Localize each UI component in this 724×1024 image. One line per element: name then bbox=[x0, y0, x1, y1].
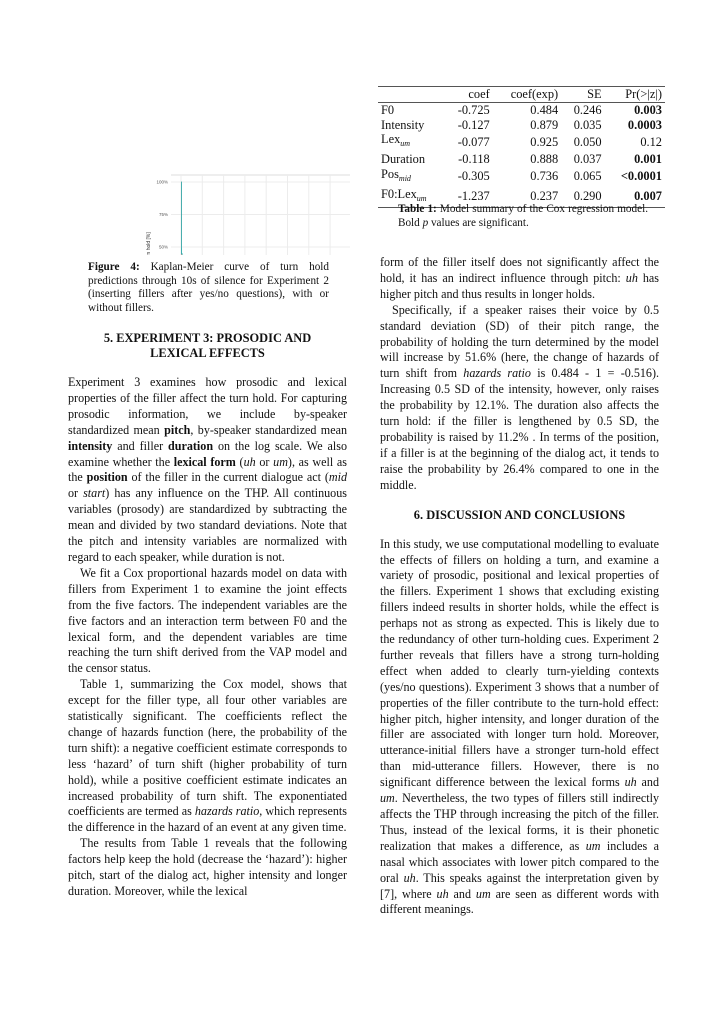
subscript: um bbox=[400, 139, 411, 149]
italic-text: uh bbox=[624, 775, 637, 790]
column-header: coef bbox=[468, 87, 490, 101]
table-row bbox=[378, 152, 665, 167]
table-caption bbox=[398, 203, 648, 230]
table-caption-label: Table 1: bbox=[398, 203, 437, 215]
subscript: um bbox=[416, 193, 427, 203]
section-5-heading bbox=[68, 331, 347, 361]
paragraph bbox=[380, 303, 659, 494]
variable-name: Pos$_{mid}$ bbox=[381, 166, 411, 183]
table-header-row bbox=[378, 87, 665, 103]
text-run: or bbox=[68, 486, 84, 501]
se-cell: 0.065 bbox=[573, 169, 602, 184]
italic-text: um bbox=[585, 838, 601, 853]
coef-cell: -0.077 bbox=[457, 134, 490, 149]
italic-text: um bbox=[475, 886, 491, 901]
figure-4 bbox=[70, 85, 350, 255]
italic-text: start bbox=[83, 486, 106, 501]
paragraph bbox=[68, 566, 347, 677]
variable-name: F0 bbox=[381, 102, 395, 117]
p-value-cell: 0.12 bbox=[640, 134, 662, 149]
section-title-line: LEXICAL EFFECTS bbox=[150, 346, 265, 360]
coef-cell: -0.305 bbox=[457, 169, 490, 184]
italic-text: uh bbox=[403, 870, 416, 885]
column-header: Pr(>|z|) bbox=[625, 87, 662, 101]
italic-text: uh bbox=[243, 454, 256, 469]
text-run: has higher pitch and thus results in longer holds. bbox=[380, 270, 659, 301]
italic-text: hazards ratio bbox=[194, 804, 260, 819]
text-run: and bbox=[636, 775, 659, 790]
paragraph bbox=[380, 255, 659, 303]
left-column-body bbox=[68, 375, 347, 900]
p-value-cell: 0.001 bbox=[634, 152, 662, 167]
p-value-cell: 0.003 bbox=[634, 102, 662, 117]
paragraph bbox=[380, 537, 659, 919]
bold-text: position bbox=[86, 470, 128, 485]
text-run: We fit a Cox proportional hazards model on data with fillers from Experiment 1 to examine the joint effects from the five factors. The independent variables are the five factors and an interaction term between F0 and the lexical form, and the dependent variables are time reaching the turn shift derived from the VAP model and the censor status. bbox=[68, 565, 347, 676]
coef-exp-cell: 0.879 bbox=[530, 117, 559, 132]
coef-exp-cell: 0.736 bbox=[530, 169, 559, 184]
text-run: , by-speaker standardized mean bbox=[190, 422, 347, 437]
figure-caption-text: Kaplan-Meier curve of turn hold predictions through 10s of silence for Experiment 2 (inserting fillers after yes/no questions), with or without fillers. bbox=[88, 261, 329, 314]
column-header: coef(exp) bbox=[510, 87, 559, 101]
se-cell: 0.246 bbox=[573, 102, 602, 117]
text-run: Specifically, if a speaker raises their voice by 0.5 standard deviation (SD) of their pitch range, the probability of holding the turn determined by the model will increase by 51.6% (here, the change of hazards of turn shift from bbox=[380, 302, 659, 381]
bold-text: pitch bbox=[164, 422, 191, 437]
italic-text: hazards ratio bbox=[463, 366, 531, 381]
column-header: SE bbox=[587, 87, 602, 101]
bold-text: duration bbox=[168, 438, 214, 453]
variable-name: Intensity bbox=[381, 117, 425, 132]
se-cell: 0.037 bbox=[573, 152, 602, 167]
table-caption-text: values are significant. bbox=[428, 216, 529, 229]
table-row bbox=[378, 132, 665, 152]
variable-name: F0:Lex$_{um}$ bbox=[381, 186, 427, 203]
p-value-cell: 0.0003 bbox=[627, 117, 662, 132]
y-tick-label: 50% bbox=[158, 244, 168, 250]
figure-caption-label: Figure 4: bbox=[88, 261, 140, 273]
text-run: on the log scale. We also examine whether the bbox=[68, 438, 347, 469]
section-title-line: 5. EXPERIMENT 3: PROSODIC AND bbox=[103, 331, 312, 345]
section-6-heading bbox=[380, 508, 659, 523]
coef-exp-cell: 0.484 bbox=[530, 102, 559, 117]
paragraph bbox=[68, 375, 347, 566]
subscript: mid bbox=[398, 173, 411, 183]
table-row bbox=[378, 102, 665, 117]
text-run: In this study, we use computational modelling to evaluate the effects of fillers on holding a turn, and examine a variety of prosodic, positional and lexical properties of the fillers. Experiment 1 shows that excluding existing fillers indeed results in shorter holds, while the effect is perhaps not as strong as expected. This is likely due to the redundancy of other turn-holding cues. Experiment 2 further reveals that fillers have a strong turn-holding effect when added to clearly turn-yielding contexts (yes/no questions). Experiment 3 shows that a number of properties of the filler contribute to the turn-hold effect: higher pitch, higher intensity, and longer duration of the filler are associated with longer turn hold. Moreover, utterance-initial fillers have a stronger turn-hold effect than mid-utterance fillers. However, there is no significant difference between the lexical forms bbox=[380, 536, 659, 790]
column-header bbox=[378, 87, 444, 103]
se-cell: 0.035 bbox=[573, 117, 602, 132]
bold-text: lexical form bbox=[173, 454, 236, 469]
se-cell: 0.290 bbox=[573, 189, 602, 204]
paragraph bbox=[68, 677, 347, 836]
text-run: and bbox=[448, 886, 476, 901]
variable-name: Duration bbox=[381, 152, 426, 167]
y-tick-label: 100% bbox=[156, 179, 168, 185]
coef-cell: -0.725 bbox=[457, 102, 490, 117]
paragraph bbox=[68, 836, 347, 900]
text-run: of the filler in the current dialogue act ( bbox=[127, 470, 329, 485]
p-value-cell: 0.007 bbox=[634, 189, 662, 204]
text-run: is 0.484 - 1 = -0.516). Increasing 0.5 SD of the intensity, however, only raises the probability by 12.1%. The duration also affects the turn hold: if the filler is lengthened by 0.5 SD, the probability is raised by 11.2% . In terms of the position, if a filler is at the beginning of the dialog act, it tends to raise the probability by 26.4% compared to one in the middle. bbox=[380, 366, 660, 492]
right-column-body bbox=[380, 255, 659, 494]
se-cell: 0.050 bbox=[573, 134, 602, 149]
bold-text: intensity bbox=[68, 438, 113, 453]
text-run: ), as well as the bbox=[68, 454, 348, 485]
text-run: Table 1, summarizing the Cox model, shows that except for the filler type, all four other variables are statistically significant. The coefficients reflect the change of hazards function (here, the probability of the turn shift): a negative coefficient estimate corresponds to less ‘hazard’ of turn shift (higher probability of turn hold), while a positive coefficient estimate indicates an increased probability of turn shift. The exponentiated coefficients are termed as bbox=[68, 677, 347, 819]
y-axis-label: Turn hold [%] bbox=[146, 232, 152, 255]
coef-cell: -1.237 bbox=[457, 189, 490, 204]
coef-exp-cell: 0.237 bbox=[530, 189, 559, 204]
italic-text: uh bbox=[436, 886, 449, 901]
text-run: . Nevertheless, the two types of fillers still indirectly affects the THP through increasing the pitch of the filler. Thus, instead of the lexical forms, it is their phonetic realization that makes a difference, as bbox=[380, 791, 659, 853]
text-run: ) has any influence on the THP. All continuous variables (prosody) are standardized by subtracting the mean and divided by two standard deviations. Note that the pitch and intensity variables are normalized with regard to each speaker, while duration is not. bbox=[68, 486, 347, 564]
coef-exp-cell: 0.925 bbox=[530, 134, 559, 149]
text-run: and filler bbox=[112, 438, 169, 453]
text-run: or bbox=[255, 454, 274, 469]
italic-text: um bbox=[273, 454, 288, 469]
italic-text: uh bbox=[625, 270, 638, 285]
right-column-body-2 bbox=[380, 537, 659, 919]
text-run: form of the filler itself does not significantly affect the hold, it has an indirect influence through pitch: bbox=[380, 255, 659, 285]
coef-cell: -0.118 bbox=[458, 152, 490, 167]
table-caption-text: Model summary of the Cox regression model. Bold bbox=[398, 203, 648, 229]
italic-text: mid bbox=[328, 470, 347, 485]
section-title: 6. DISCUSSION AND CONCLUSIONS bbox=[413, 507, 626, 522]
table-1 bbox=[378, 86, 665, 208]
y-tick-label: 75% bbox=[158, 212, 168, 217]
text-run: The results from Table 1 reveals that the following factors help keep the hold (decrease the ‘hazard’): higher pitch, start of the dialog act, higher intensity and longer duration. Moreover, while the lexical bbox=[68, 836, 347, 898]
figure-caption bbox=[88, 261, 329, 315]
cox-model-table bbox=[378, 86, 665, 208]
text-run: Experiment 3 examines how prosodic and lexical properties of the filler affect the turn hold. For capturing prosodic information, we include by-speaker standardized mean bbox=[68, 375, 347, 437]
text-run: are seen as different words with different meanings. bbox=[380, 886, 659, 917]
table-row bbox=[378, 118, 665, 133]
text-run: ( bbox=[235, 454, 244, 469]
table-row bbox=[378, 167, 665, 187]
p-value-cell: <0.0001 bbox=[620, 169, 662, 184]
variable-name: Lex$_{um}$ bbox=[381, 132, 411, 149]
coef-cell: -0.127 bbox=[457, 117, 490, 132]
left-column bbox=[68, 261, 347, 900]
coef-exp-cell: 0.888 bbox=[530, 152, 559, 167]
text-run: includes a nasal which associates with lower pitch compared to the oral bbox=[380, 838, 659, 885]
italic-text: um bbox=[380, 791, 395, 806]
right-column bbox=[380, 255, 659, 918]
text-run: , which represents the difference in the hazard of an event at any given time. bbox=[68, 804, 347, 835]
table-caption-p: p bbox=[422, 216, 429, 229]
kaplan-meier-chart bbox=[70, 85, 350, 255]
text-run: . This speaks against the interpretation given by [7], where bbox=[380, 870, 659, 901]
